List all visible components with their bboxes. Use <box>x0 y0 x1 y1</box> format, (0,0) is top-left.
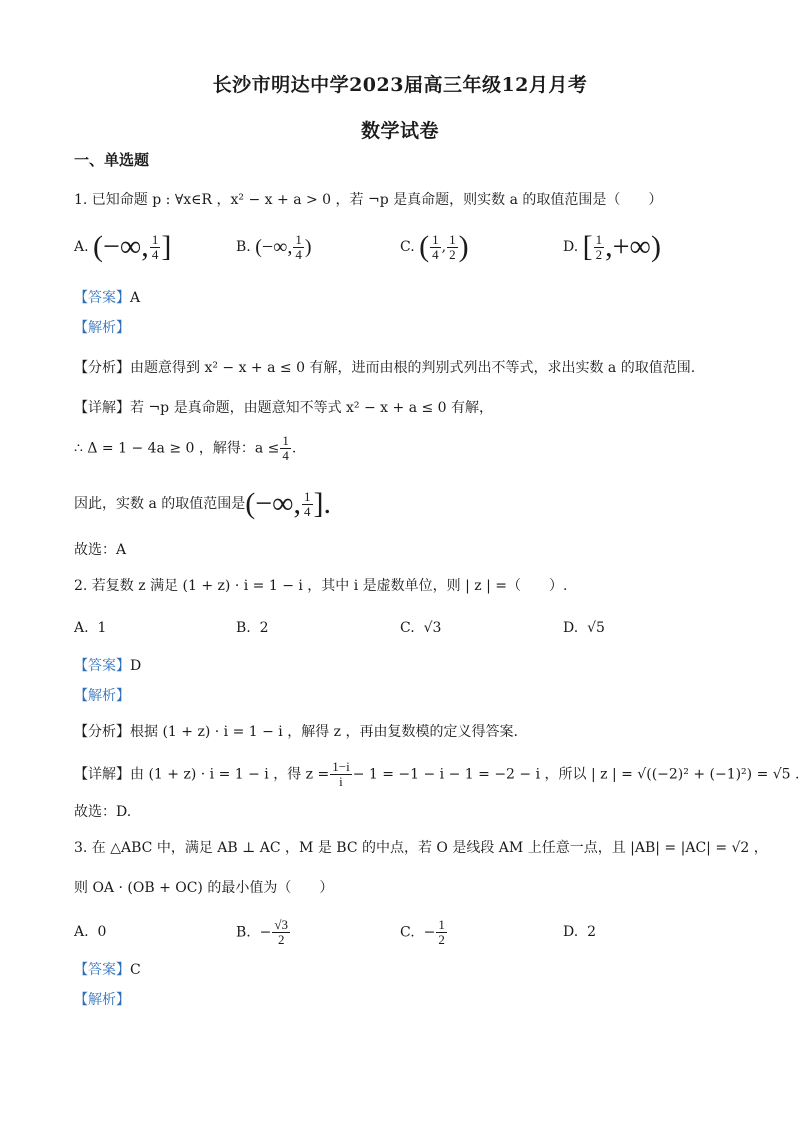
exam-title: 长沙市明达中学2023届高三年级12月月考 <box>212 74 588 96</box>
fraction: $\frac{1}{2}$ <box>595 231 603 262</box>
fraction: $\frac{1}{2}$ <box>438 917 445 947</box>
q2-analysis-label: 【解析】 <box>74 688 130 704</box>
q3-option-c[interactable]: C. − $\frac{1}{2}$ <box>400 917 445 947</box>
q1-fenxi: 【分析】由题意得到 x² − x + a ≤ 0 有解，进而由根的判别式列出不等式，求出实数 a 的取值范围. <box>74 360 696 376</box>
q3-stem-line2: 则 OA · (OB + OC) 的最小值为（ ） <box>74 880 334 896</box>
fraction: $\frac{1}{2}$ <box>449 231 456 262</box>
fraction: $\frac{1}{4}$ <box>282 433 289 463</box>
q1-answer: 【答案】A <box>74 290 141 306</box>
q3-option-d[interactable]: D. 2 <box>563 924 597 940</box>
fraction: $\frac{1}{4}$ <box>432 231 439 262</box>
q3-stem-line1: 3. 在 △ABC 中，满足 AB ⊥ AC ，M 是 BC 的中点，若 O 是线段 AM 上任意一点，且 |AB| = |AC| = √2 ， <box>74 840 768 856</box>
fraction: $\frac{1}{4}$ <box>304 488 311 519</box>
q1-xiangjie: 【详解】若 ¬p 是真命题，由题意知不等式 x² − x + a ≤ 0 有解， <box>74 400 494 416</box>
q2-stem: 2. 若复数 z 满足 (1 + z) · i = 1 − i ，其中 i 是虚数单位，则 | z | =（ ）. <box>74 578 568 594</box>
q2-option-b[interactable]: B. 2 <box>236 620 269 636</box>
q1-option-a[interactable]: A. (−∞, $\frac{1}{4}$ ] <box>74 230 172 263</box>
q2-answer: 【答案】D <box>74 658 142 674</box>
q2-option-a[interactable]: A. 1 <box>74 620 107 636</box>
q1-step2: 因此，实数 a 的取值范围是(−∞, $\frac{1}{4}$ ]. <box>74 487 332 520</box>
q1-option-c[interactable]: C. ( $\frac{1}{4}$ , $\frac{1}{2}$ ) <box>400 230 469 263</box>
q2-option-d[interactable]: D. √5 <box>563 620 605 636</box>
q1-step1: ∴ Δ = 1 − 4a ≥ 0 ，解得：a ≤ $\frac{1}{4}$ . <box>74 433 297 463</box>
exam-subtitle: 数学试卷 <box>360 120 439 142</box>
q1-option-b[interactable]: B. (−∞, $\frac{1}{4}$ ) <box>236 231 312 262</box>
q1-stem: 1. 已知命题 p : ∀x∈R ，x² − x + a > 0 ，若 ¬p 是真命题，则实数 a 的取值范围是（ ） <box>74 192 663 208</box>
q2-choose: 故选：D. <box>74 804 132 820</box>
q2-option-c[interactable]: C. √3 <box>400 620 442 636</box>
q1-choose: 故选：A <box>74 542 127 558</box>
fraction: $\frac{√3}{2}$ <box>274 917 289 947</box>
q1-option-d[interactable]: D. [ $\frac{1}{2}$ ,+∞) <box>563 230 661 263</box>
q3-analysis-label: 【解析】 <box>74 992 130 1008</box>
q2-fenxi: 【分析】根据 (1 + z) · i = 1 − i ，解得 z ，再由复数模的定义得答案. <box>74 724 518 740</box>
fraction: $\frac{1}{4}$ <box>151 231 159 262</box>
q2-xiangjie: 【详解】由 (1 + z) · i = 1 − i ，得 z = $\frac{1-i}{i}$ − 1 = −1 − i − 1 = −2 − i ，所以 | z | = √((−2)² + (−1)²) = √5 . <box>74 759 800 789</box>
fraction: $\frac{1-i}{i}$ <box>332 759 350 789</box>
section-heading: 一、单选题 <box>74 151 150 169</box>
q3-answer: 【答案】C <box>74 962 141 978</box>
q3-option-a[interactable]: A. 0 <box>74 924 107 940</box>
q1-analysis-label: 【解析】 <box>74 320 130 336</box>
q3-option-b[interactable]: B. − $\frac{√3}{2}$ <box>236 917 289 947</box>
fraction: $\frac{1}{4}$ <box>295 231 302 262</box>
